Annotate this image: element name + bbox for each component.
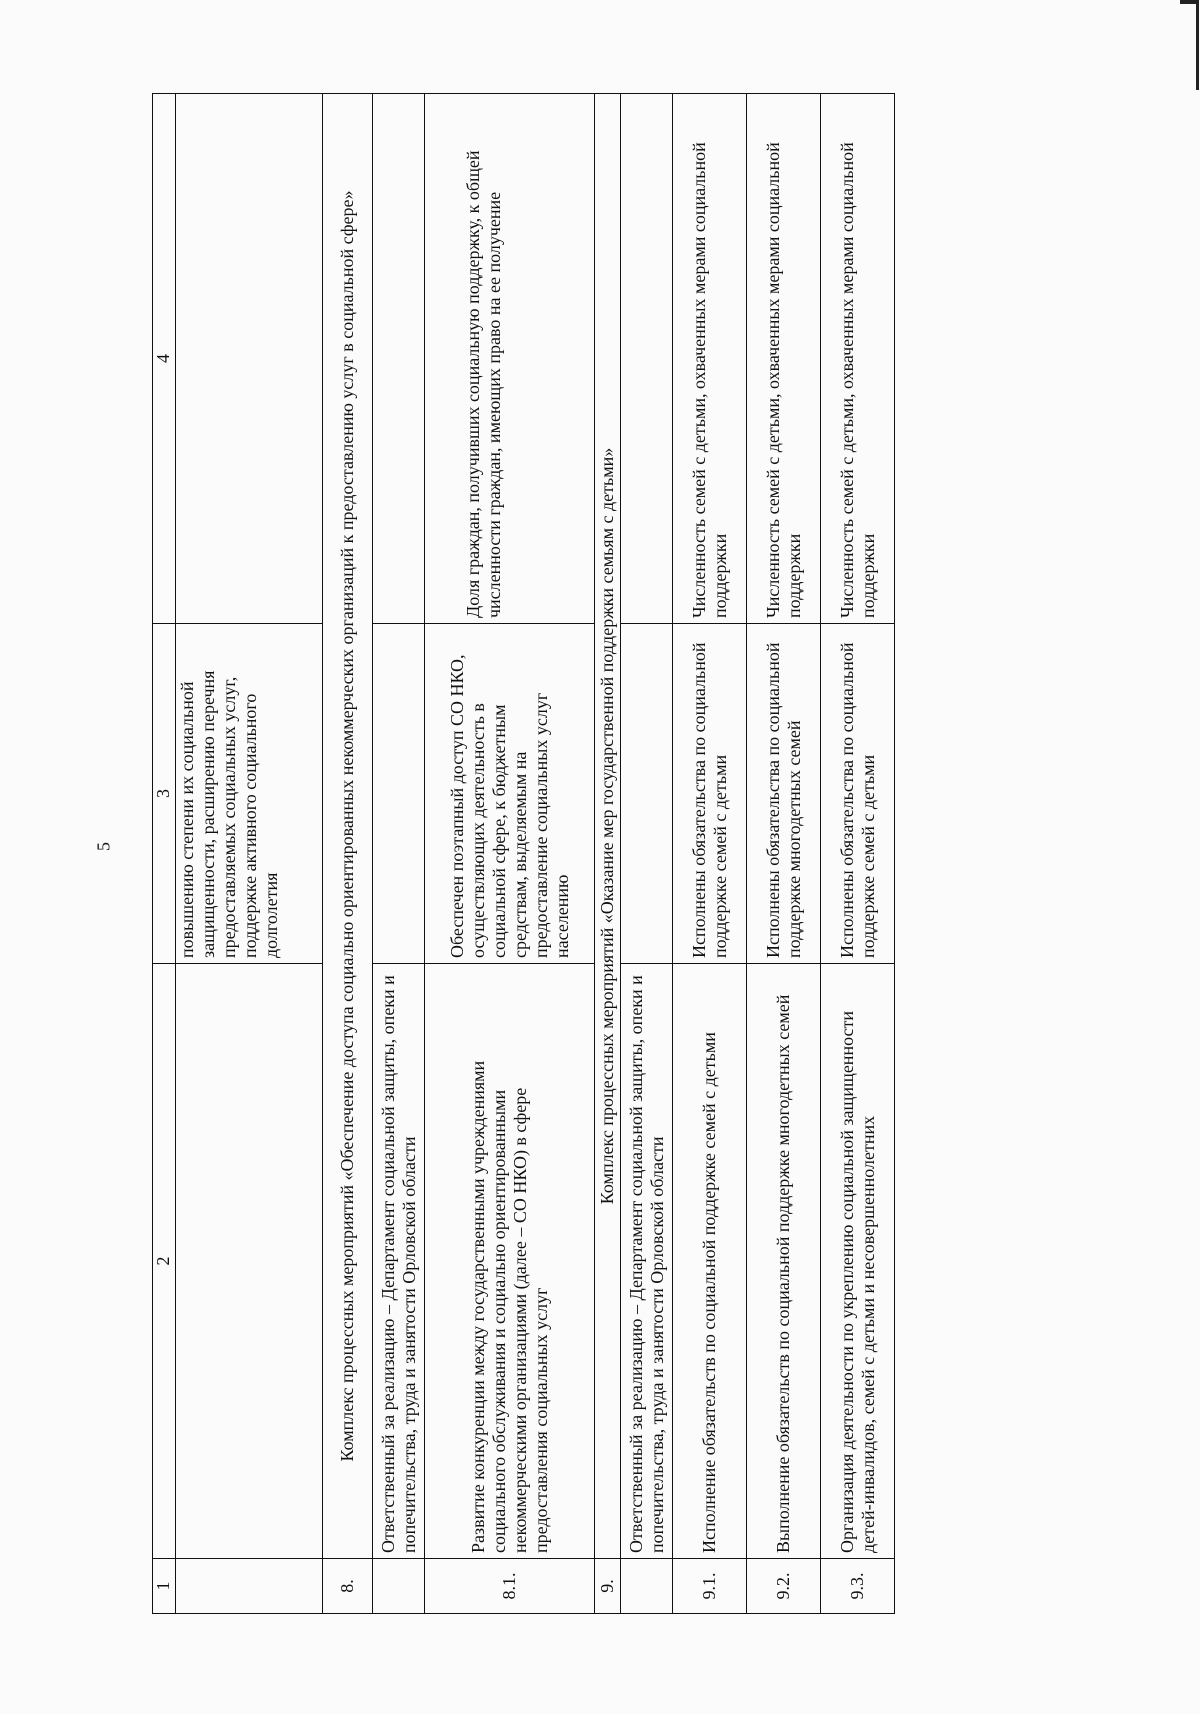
scan-edge-line	[1196, 0, 1199, 90]
row-indicator: Численность семей с детьми, охваченных мерами социальной поддержки	[821, 94, 895, 624]
row-number: 9.	[595, 1559, 621, 1614]
row-result: Исполнены обязательства по социальной поддержке многодетных семей	[747, 624, 821, 964]
row-indicator	[621, 94, 673, 624]
row-number: 9.1.	[673, 1559, 747, 1614]
section-title: Комплекс процессных мероприятий «Оказание мер государственной поддержки семьям с детьми»	[595, 94, 621, 1559]
row-result	[373, 624, 425, 964]
table-row	[621, 94, 673, 1614]
header-cell: 2	[153, 964, 176, 1559]
row-number	[621, 1559, 673, 1614]
responsible-text: Ответственный за реализацию – Департамент социальной защиты, опеки и попечительства, труда и занятости Орловской области	[621, 964, 673, 1559]
row-measure: Исполнение обязательств по социальной поддержке семей с детьми	[673, 964, 747, 1559]
table-row	[673, 94, 747, 1614]
row-indicator	[373, 94, 425, 624]
row-measure	[176, 964, 323, 1559]
table-row	[595, 94, 621, 1614]
responsible-text: Ответственный за реализацию – Департамент социальной защиты, опеки и попечительства, труда и занятости Орловской области	[373, 964, 425, 1559]
row-result: Исполнены обязательства по социальной поддержке семей с детьми	[821, 624, 895, 964]
row-result: Исполнены обязательства по социальной поддержке семей с детьми	[673, 624, 747, 964]
row-indicator: Доля граждан, получивших социальную поддержку, к общей численности граждан, имеющих право на ее получение	[425, 94, 595, 624]
row-indicator: Численность семей с детьми, охваченных мерами социальной поддержки	[747, 94, 821, 624]
rotated-table-container	[152, 94, 997, 1614]
row-indicator	[176, 94, 323, 624]
header-cell: 1	[153, 1559, 176, 1614]
table-row	[373, 94, 425, 1614]
row-number: 8.1.	[425, 1559, 595, 1614]
page-number: 5	[93, 842, 114, 851]
table-row	[425, 94, 595, 1614]
row-measure: Развитие конкуренции между государственными учреждениями социального обслуживания и социально ориентированными некоммерческими организациями (далее – СО НКО) в сфере предоставления социальных услуг	[425, 964, 595, 1559]
table-row	[323, 94, 373, 1614]
row-measure: Организация деятельности по укреплению социальной защищенности детей-инвалидов, семей с детьми и несовершеннолетних	[821, 964, 895, 1559]
row-number: 9.2.	[747, 1559, 821, 1614]
row-number: 9.3.	[821, 1559, 895, 1614]
table-header-row	[153, 94, 176, 1614]
row-measure: Выполнение обязательств по социальной поддержке многодетных семей	[747, 964, 821, 1559]
table-row	[176, 94, 323, 1614]
row-indicator: Численность семей с детьми, охваченных мерами социальной поддержки	[673, 94, 747, 624]
row-result: повышению степени их социальной защищенности, расширению перечня предоставляемых социальных услуг, поддержке активного социального долголетия	[176, 624, 323, 964]
table-row	[821, 94, 895, 1614]
row-number	[373, 1559, 425, 1614]
row-result: Обеспечен поэтапный доступ СО НКО, осуществляющих деятельность в социальной сфере, к бюджетным средствам, выделяемым на предоставление социальных услуг населению	[425, 624, 595, 964]
measures-table	[152, 93, 895, 1614]
table-row	[747, 94, 821, 1614]
section-title: Комплекс процессных мероприятий «Обеспечение доступа социально ориентированных некоммерческих организаций к предоставлению услуг в социальной сфере»	[323, 94, 373, 1559]
row-result	[621, 624, 673, 964]
row-number	[176, 1559, 323, 1614]
header-cell: 3	[153, 624, 176, 964]
row-number: 8.	[323, 1559, 373, 1614]
header-cell: 4	[153, 94, 176, 624]
